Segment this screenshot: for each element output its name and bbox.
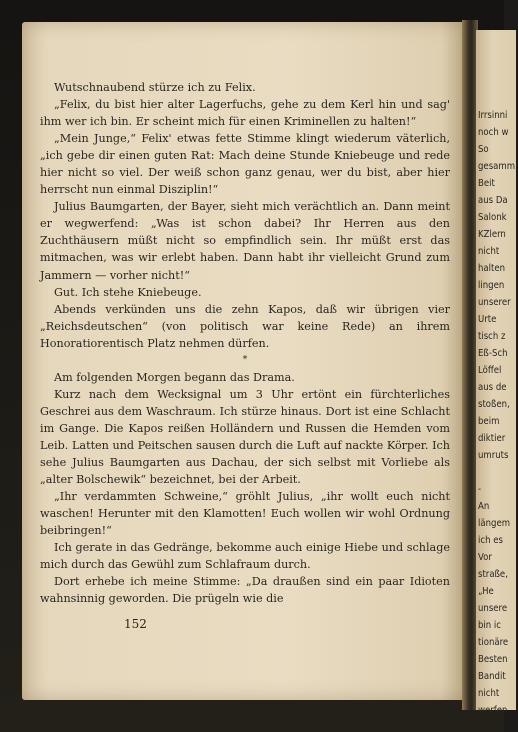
paragraph-9: „Ihr verdammten Schweine,“ gröhlt Julius, „ihr wollt euch nicht waschen! Herunter mit den Klamotten! Euch wollen wir wohl Ordnung beibringen!“ xyxy=(40,490,450,538)
paragraph-10: Ich gerate in das Gedränge, bekomme auch einige Hiebe und schlage mich durch das Gewühl zum Schlafraum durch. xyxy=(40,541,450,572)
facing-page-line: halten xyxy=(478,263,506,274)
facing-page-line: nicht xyxy=(478,246,500,257)
facing-page-line: Irrsinni xyxy=(478,110,508,121)
facing-page-line: Beit xyxy=(478,178,495,189)
facing-page-line: ich es xyxy=(478,535,503,546)
book-page-right xyxy=(476,30,516,716)
paragraph-3: „Mein Junge,“ Felix' etwas fette Stimme klingt wiederum väterlich, „ich gebe dir einen guten Rat: Mach deine Stunde Kniebeuge und rede hier nicht so viel. Der weiß schon ganz genau, wer du bist, aber hier herrscht nun einmal Disziplin!“ xyxy=(40,132,450,197)
facing-page-line: Bandit xyxy=(478,671,506,682)
facing-page-line: „He xyxy=(478,586,494,597)
facing-page-line: lingen xyxy=(478,280,505,291)
facing-page-line: umruts xyxy=(478,450,509,461)
facing-page-line: diktier xyxy=(478,433,506,444)
paragraph-4: Julius Baumgarten, der Bayer, sieht mich verächtlich an. Dann meint er wegwerfend: „Was ist schon dabei? Ihr Herren aus den Zuchthäusern müßt nicht so empfindlich sein. Ihr müßt erst das mitmachen, was wir erlebt haben. Dann habt ihr vielleicht Grund zum Jammern — vorher nicht!“ xyxy=(40,200,450,282)
facing-page-line: tisch z xyxy=(478,331,506,342)
facing-page-line: aus de xyxy=(478,382,507,393)
facing-page-line: Vor xyxy=(478,552,492,563)
paragraph-5: Gut. Ich stehe Kniebeuge. xyxy=(54,285,202,299)
facing-page-line: Besten xyxy=(478,654,508,665)
facing-page-line: Löffel xyxy=(478,365,502,376)
facing-page-line: unsere xyxy=(478,603,508,614)
facing-page-line: nicht xyxy=(478,688,500,699)
facing-page-line: straße, xyxy=(478,569,508,580)
facing-page-line: - xyxy=(478,484,482,495)
paragraph-11: Dort erhebe ich meine Stimme: „Da draußen sind ein paar Idioten wahnsinnig geworden. Die prügeln wie die xyxy=(40,575,450,606)
facing-page-line: bin ic xyxy=(478,620,502,631)
paragraph-1: Wutschnaubend stürze ich zu Felix. xyxy=(54,81,256,94)
paragraph-2: „Felix, du bist hier alter Lagerfuchs, gehe zu dem Kerl hin und sag' ihm wer ich bin. Er scheint mich für einen Kriminellen zu halten!“ xyxy=(40,98,450,129)
facing-page-line: KZlern xyxy=(478,229,506,240)
paragraph-8: Kurz nach dem Wecksignal um 3 Uhr ertönt ein fürchterliches Geschrei aus dem Waschraum. Ich stürze hinaus. Dort ist eine Schlacht im Gange. Die Kapos reißen Holländern und Russen die Hemden vom Leib. Latten und Peitschen sausen durch die Luft auf nackte Körper. Ich sehe Julius Baumgarten aus Dachau, der sich selbst mit Vorliebe als „alter Bolschewik“ bezeichnet, bei der Arbeit. xyxy=(40,387,450,487)
section-separator: * xyxy=(242,354,248,365)
page-number: 152 xyxy=(124,617,147,631)
page-body-text xyxy=(40,79,450,607)
facing-page-line: stoßen, xyxy=(478,399,510,410)
facing-page-line: gesamm xyxy=(478,161,516,172)
facing-page-line: noch w xyxy=(478,127,509,138)
facing-page-line: Urte xyxy=(478,314,497,325)
facing-page-line xyxy=(478,464,518,481)
paragraph-6: Abends verkünden uns die zehn Kapos, daß wir übrigen vier „Reichsdeutschen“ (von politisch war keine Rede) an ihrem Honoratiorentisch Platz nehmen dürfen. xyxy=(40,302,450,350)
facing-page-line: Salonk xyxy=(478,212,507,223)
facing-page-line: tionäre xyxy=(478,637,509,648)
paragraph-7: Am folgenden Morgen begann das Drama. xyxy=(54,370,295,384)
facing-page-line: An xyxy=(478,501,490,512)
facing-page-line: beim xyxy=(478,416,500,427)
facing-page-line: unserer xyxy=(478,297,511,308)
facing-page-text xyxy=(478,107,518,719)
facing-page-line: längem xyxy=(478,518,511,529)
facing-page-line: aus Da xyxy=(478,195,508,206)
facing-page-line: So xyxy=(478,144,489,155)
facing-page-line: Eß-Sch xyxy=(478,348,508,359)
facing-page-line: werfen xyxy=(478,705,508,716)
